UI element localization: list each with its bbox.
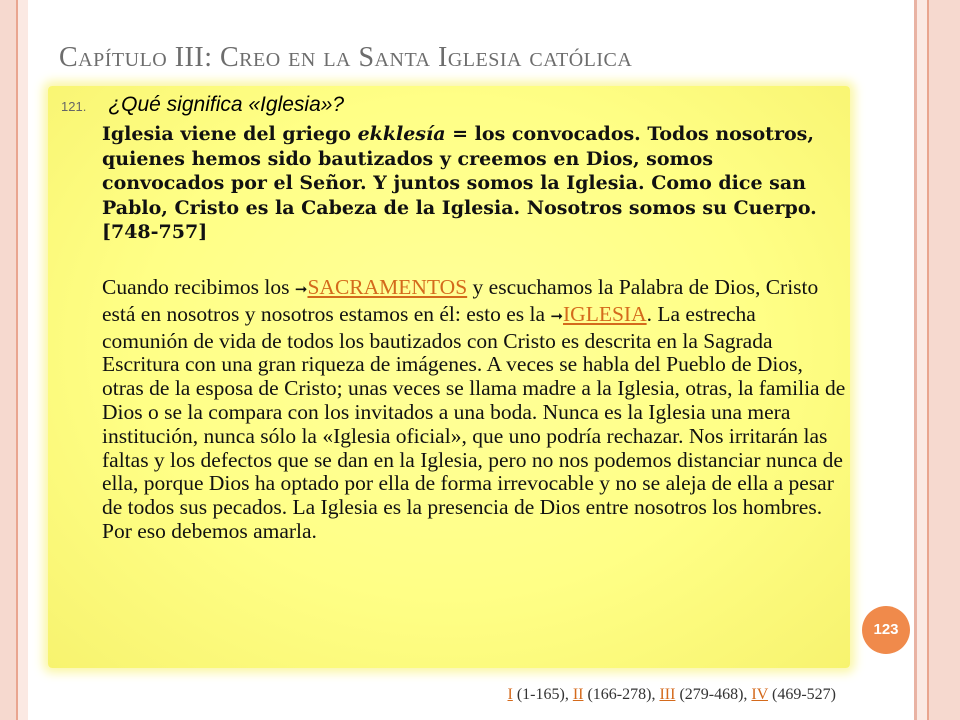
answer-summary-term: ekklesía [357,123,446,145]
footer-range-4: (469-527) [768,686,836,703]
answer-body-part2: y escuchamos la Palabra de Dios, Cristo está en nosotros y nosotros estamos en él: esto es la [102,275,819,326]
footer-link-part-4[interactable]: IV [751,686,769,703]
footer-range-2: (166-278), [583,686,660,703]
footer-nav [508,686,837,704]
answer-body-part3: . La estrecha comunión de vida de todos los bautizados con Cristo es descrita en la Sagrada Escritura con una gran riqueza de imágenes. A veces se habla del Pueblo de Dios, otras de la esposa de Cristo; unas veces se llama madre a la Iglesia, otras, la familia de Dios o se la compara con los invitados a una boda. Nunca es la Iglesia una mera institución, nunca sólo la «Iglesia oficial», que uno podría rechazar. Nos irritarán las faltas y los defectos que se dan en la Iglesia, pero no nos podemos distanciar nunca de ella, porque Dios ha optado por ella de forma irrevocable y no se aleja de ella a pesar de todos sus pecados. La Iglesia es la presencia de Dios entre nosotros los hombres. Por eso debemos amarla. [102,301,846,543]
answer-summary-part2: = los convocados. Todos nosotros, quienes hemos sido bautizados y creemos en Dios, somos convocados por el Señor. Y juntos somos la Iglesia. Como dice san Pablo, Cristo es la Cabeza de la Iglesia. Nosotros somos su Cuerpo. [748-757] [102,123,817,243]
sacramentos-link[interactable]: SACRAMENTOS [307,275,468,299]
arrow-icon: ➞ [550,308,564,325]
iglesia-link[interactable]: IGLESIA [563,301,647,326]
answer-body [102,276,847,544]
title-rest: Creo en la Santa Iglesia católica [219,42,633,73]
question [61,92,841,117]
footer-range-1: (1-165), [512,686,573,703]
arrow-icon: ➞ [294,282,308,298]
answer-summary [102,122,840,245]
answer-summary-part1: Iglesia viene del griego [102,123,358,145]
footer-link-part-3[interactable]: III [659,686,676,703]
left-border-inner [18,0,28,720]
footer-range-3: (279-468), [675,686,752,703]
question-text: ¿Qué significa «Iglesia»? [108,93,345,116]
right-border-band [929,0,960,720]
page-number-badge: 123 [862,606,910,654]
footer-link-part-2[interactable]: II [572,686,584,703]
slide-title [59,42,899,74]
answer-body-part1: Cuando recibimos los [102,275,295,299]
title-prefix: Capítulo III: [59,42,220,73]
footer-link-part-1[interactable]: I [507,686,513,703]
left-border-band [0,0,16,720]
question-number: 121. [61,99,87,114]
right-border-inner [917,0,927,720]
